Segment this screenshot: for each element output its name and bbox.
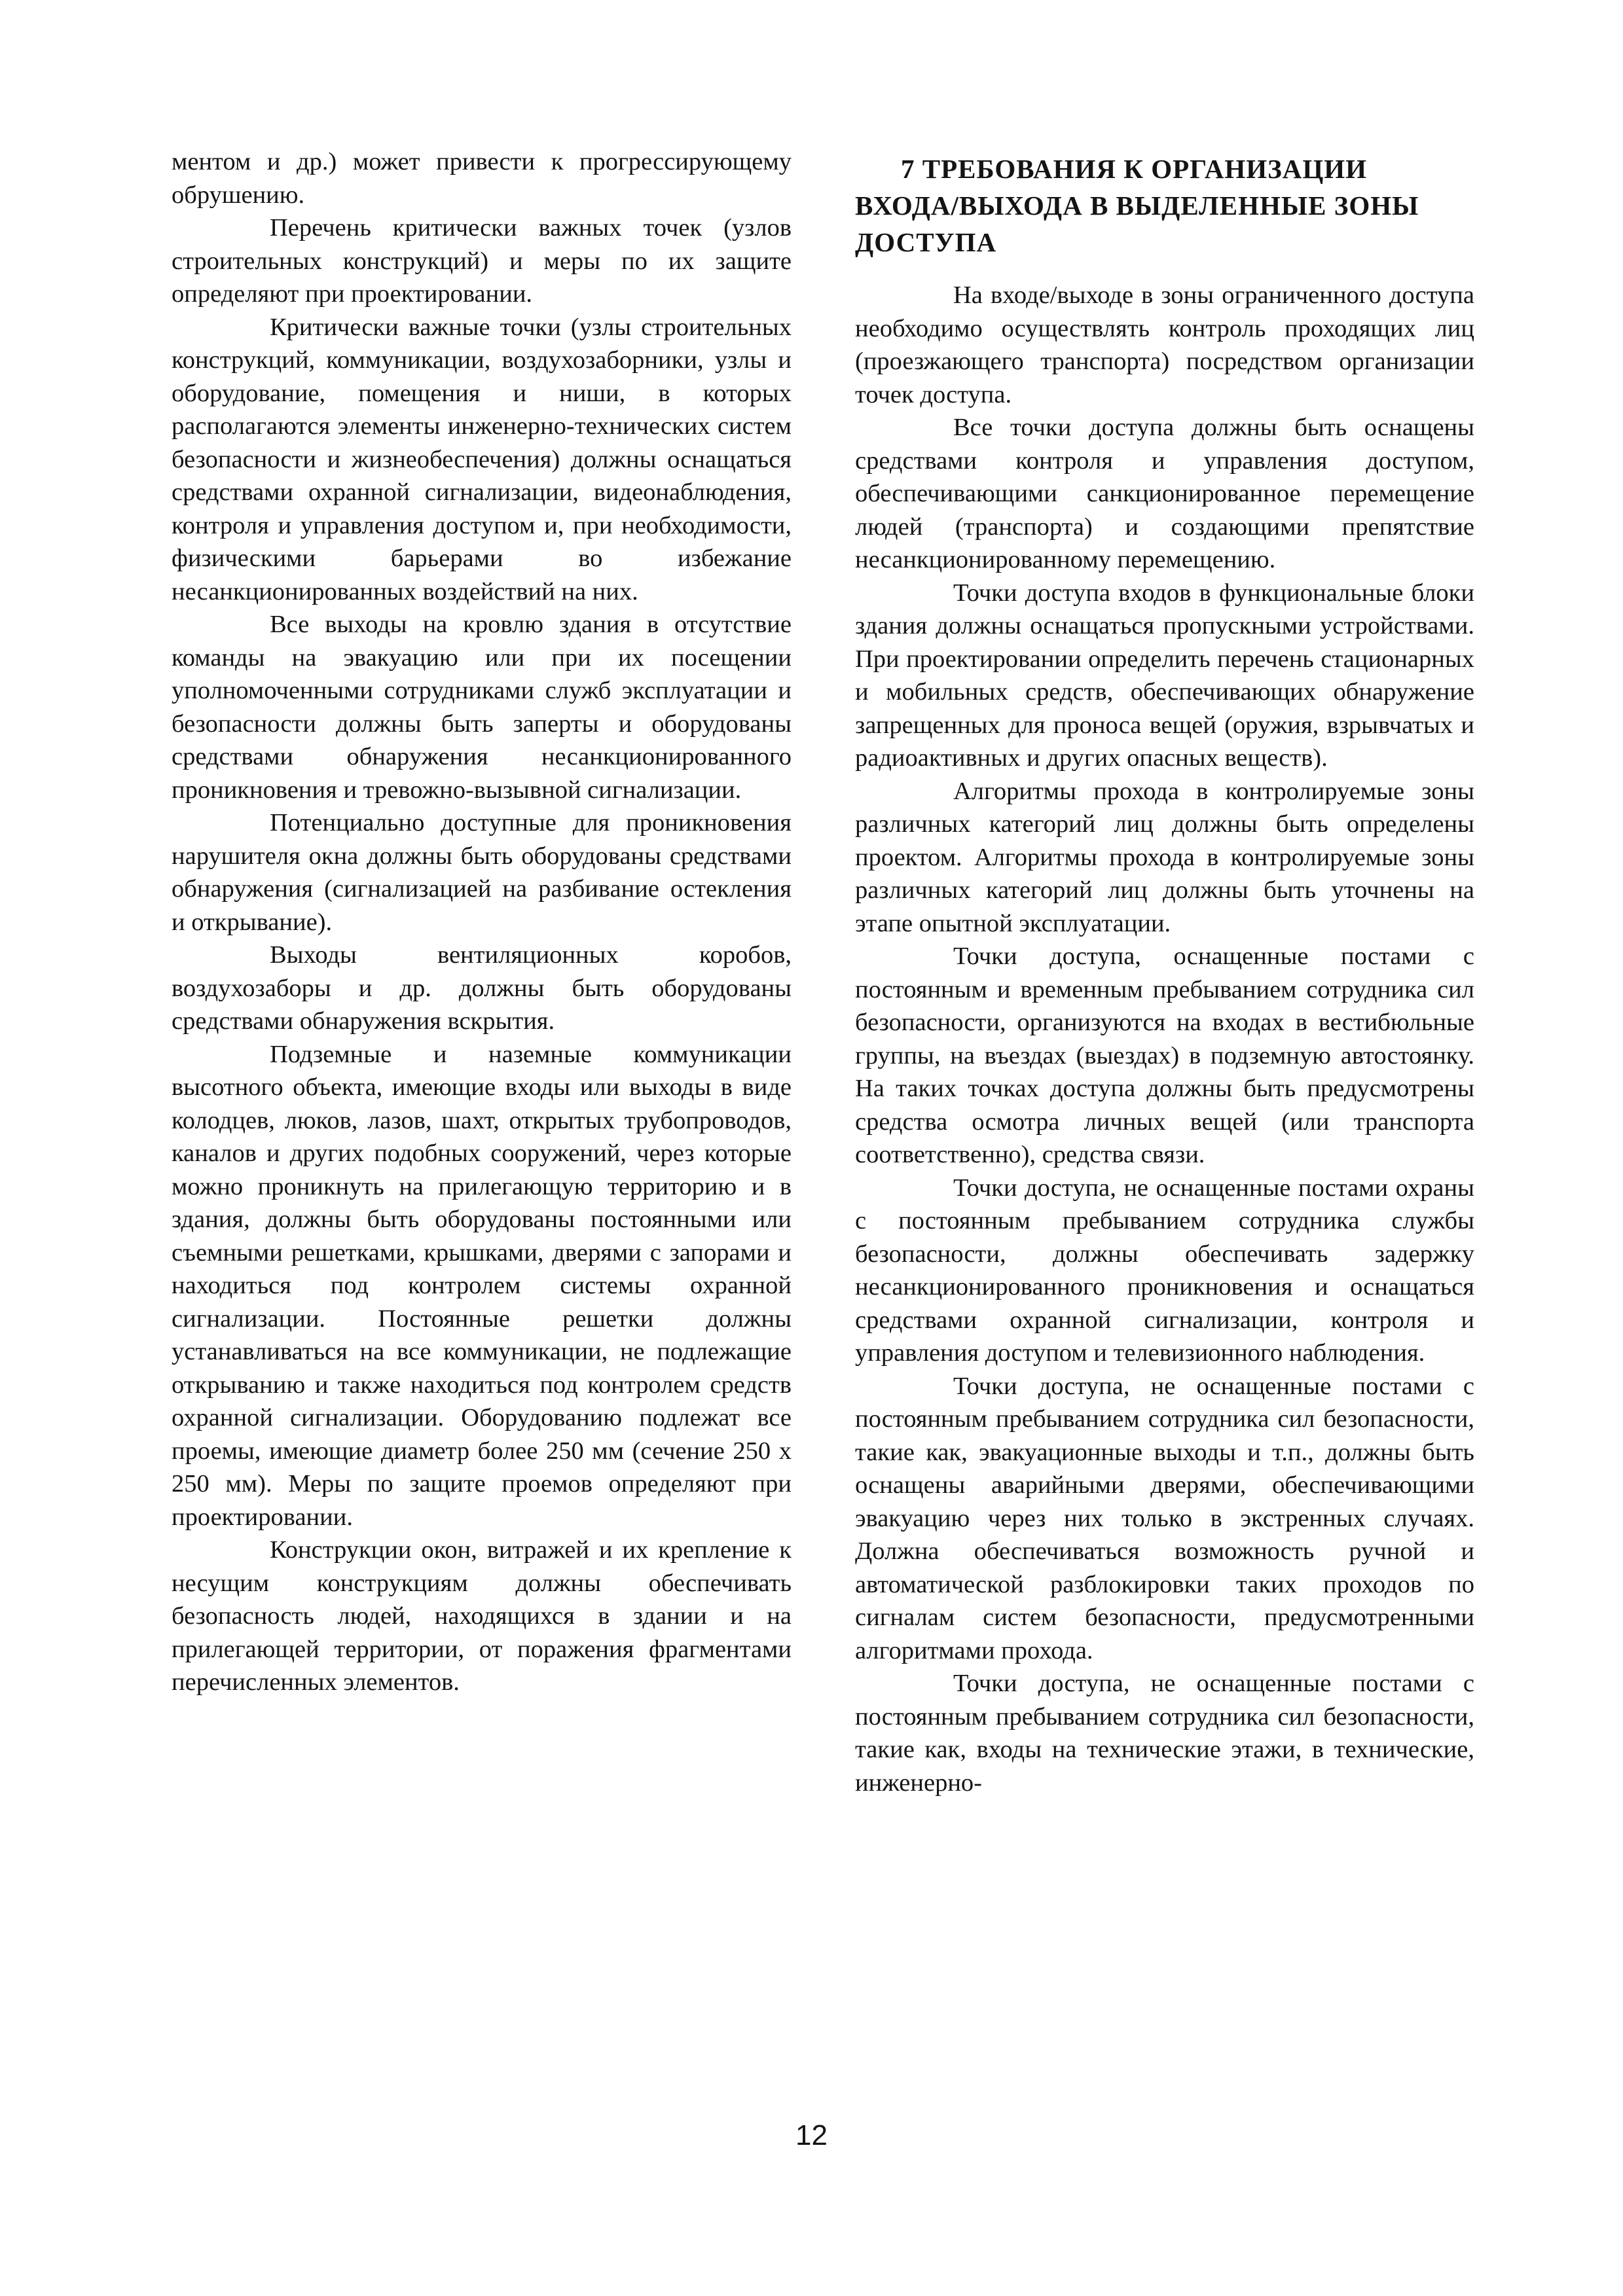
page-number: 12: [795, 2119, 828, 2151]
paragraph: Алгоритмы прохода в контролируемые зоны различных категорий лиц должны быть определены проектом. Алгоритмы прохода в контролируемые зоны различных категорий лиц должны быть уточнены на этапе опытной эксплуатации.: [855, 777, 1474, 937]
right-column: [855, 145, 1474, 1799]
paragraph: Конструкции окон, витражей и их крепление к несущим конструкциям должны обеспечивать безопасность людей, находящихся в здании и на прилегающей территории, от поражения фрагментами перечисленных элементов.: [172, 1536, 792, 1696]
paragraph: Критически важные точки (узлы строительных конструкций, коммуникации, воздухозаборники, узлы и оборудование, помещения и ниши, в которых располагаются элементы инженерно-технических систем безопасности и жизнеобеспечения) должны оснащаться средствами охранной сигнализации, видеонаблюдения, контроля и управления доступом и, при необходимости, физическими барьерами во избежание несанкционированных воздействий на них.: [172, 313, 792, 605]
paragraph: ментом и др.) может привести к прогрессирующему обрушению.: [172, 148, 792, 209]
paragraph: Выходы вентиляционных коробов, воздухозаборы и др. должны быть оборудованы средствами обнаружения вскрытия.: [172, 941, 792, 1035]
section-heading: 7 ТРЕБОВАНИЯ К ОРГАНИЗАЦИИ ВХОДА/ВЫХОДА В ВЫДЕЛЕННЫЕ ЗОНЫ ДОСТУПА: [855, 154, 1419, 257]
paragraph: На входе/выходе в зоны ограниченного доступа необходимо осуществлять контроль проходящих лиц (проезжающего транспорта) посредством организации точек доступа.: [855, 281, 1474, 408]
paragraph: Точки доступа, оснащенные постами с постоянным и временным пребыванием сотрудника сил безопасности, организуются на входах в вестибюльные группы, на въездах (выездах) в подземную автостоянку. На таких точках доступа должны быть предусмотрены средства осмотра личных вещей (или транспорта соответственно), средства связи.: [855, 942, 1474, 1168]
paragraph: Потенциально доступные для проникновения нарушителя окна должны быть оборудованы средствами обнаружения (сигнализацией на разбивание остекления и открывание).: [172, 809, 792, 936]
paragraph: Подземные и наземные коммуникации высотного объекта, имеющие входы или выходы в виде колодцев, люков, лазов, шахт, открытых трубопроводов, каналов и других подобных сооружений, через которые можно проникнуть на прилегающую территорию и в здания, должны быть оборудованы постоянными или съемными решетками, крышками, дверями с запорами и находиться под контролем системы охранной сигнализации. Постоянные решетки должны устанавливаться на все коммуникации, не подлежащие открыванию и также находиться под контролем средств охранной сигнализации. Оборудованию подлежат все проемы, имеющие диаметр более 250 мм (сечение 250 х 250 мм). Меры по защите проемов определяют при проектировании.: [172, 1040, 792, 1531]
paragraph: Точки доступа входов в функциональные блоки здания должны оснащаться пропускными устройствами. При проектировании определить перечень стационарных и мобильных средств, обеспечивающих обнаружение запрещенных для проноса вещей (оружия, взрывчатых и радиоактивных и других опасных веществ).: [855, 579, 1474, 772]
paragraph: Все точки доступа должны быть оснащены средствами контроля и управления доступом, обеспечивающими санкционированное перемещение людей (транспорта) и создающими препятствие несанкционированному перемещению.: [855, 414, 1474, 573]
left-column: [172, 145, 792, 1699]
paragraph: Точки доступа, не оснащенные постами с постоянным пребыванием сотрудника сил безопасности, такие как, эвакуационные выходы и т.п., должны быть оснащены аварийными дверями, обеспечивающими эвакуацию через них только в экстренных случаях. Должна обеспечиваться возможность ручной и автоматической разблокировки таких проходов по сигналам систем безопасности, предусмотренными алгоритмами прохода.: [855, 1372, 1474, 1664]
paragraph: Точки доступа, не оснащенные постами с постоянным пребыванием сотрудника сил безопасности, такие как, входы на технические этажи, в технические, инженерно-: [855, 1670, 1474, 1797]
paragraph: Все выходы на кровлю здания в отсутствие команды на эвакуацию или при их посещении уполномоченными сотрудниками служб эксплуатации и безопасности должны быть заперты и оборудованы средствами обнаружения несанкционированного проникновения и тревожно-вызывной сигнализации.: [172, 611, 792, 804]
paragraph: Точки доступа, не оснащенные постами охраны с постоянным пребыванием сотрудника службы безопасности, должны обеспечивать задержку несанкционированного проникновения и оснащаться средствами охранной сигнализации, контроля и управления доступом и телевизионного наблюдения.: [855, 1174, 1474, 1367]
paragraph: Перечень критически важных точек (узлов строительных конструкций) и меры по их защите определяют при проектировании.: [172, 214, 792, 308]
